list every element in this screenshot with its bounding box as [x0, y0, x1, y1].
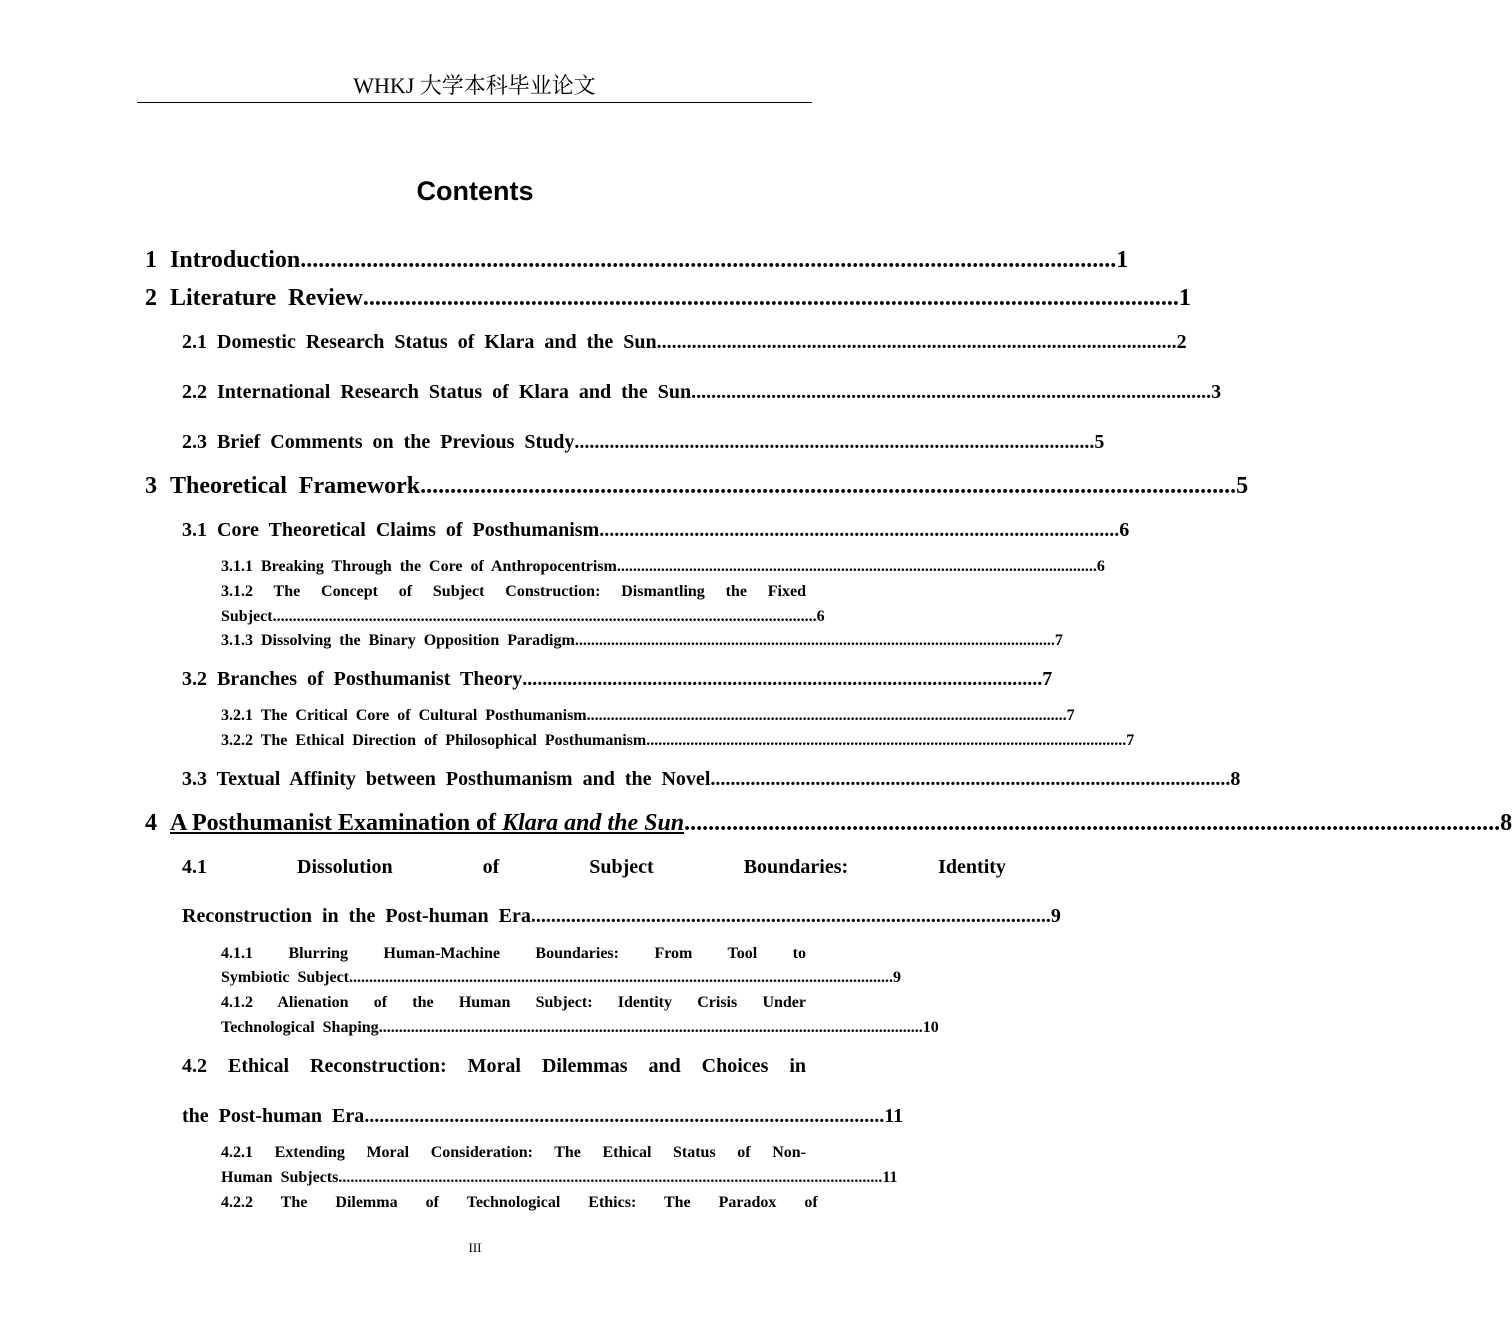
- leader-dots: ........................................................................................................: [574, 431, 1095, 453]
- leader-dots: ........................................................................................................................................: [362, 285, 1179, 311]
- toc-entry-1[interactable]: [145, 246, 1129, 274]
- toc-page-number: 5: [1094, 431, 1105, 453]
- toc-entry-4-1[interactable]: [182, 904, 1061, 928]
- toc-page-number: 8: [1230, 768, 1241, 790]
- toc-entry-4-2-line1[interactable]: 4.2 Ethical Reconstruction: Moral Dilemmas and Choices in: [182, 1055, 806, 1077]
- leader-dots: ........................................................................................................................................: [420, 473, 1237, 499]
- toc-number: 4: [145, 810, 157, 836]
- toc-entry-label: Theoretical Framework: [170, 473, 421, 499]
- leader-dots: ........................................................................................................: [522, 668, 1043, 690]
- toc-number: 3: [145, 473, 157, 499]
- toc-page-number: 9: [1050, 905, 1061, 927]
- toc-page-number: 7: [1042, 668, 1053, 690]
- toc-entry-label: Human Subjects: [221, 1169, 339, 1186]
- toc-page-number: 10: [922, 1019, 939, 1036]
- toc-entry-4-2[interactable]: [182, 1104, 904, 1128]
- toc-page-number: 9: [893, 969, 901, 986]
- toc-entry-4-1-1[interactable]: [221, 968, 901, 988]
- toc-page-number: 2: [1176, 331, 1187, 353]
- page-number: III: [468, 1240, 482, 1255]
- toc-entry-3-1-2[interactable]: [221, 607, 825, 627]
- toc-entry-2-2[interactable]: [182, 380, 1222, 404]
- toc-page-number: 8: [1500, 810, 1512, 836]
- toc-entry-3-2[interactable]: [182, 667, 1053, 691]
- toc-page-number: 5: [1236, 473, 1249, 499]
- toc-entry-label: A Posthumanist Examination of: [170, 810, 503, 836]
- toc-entry-3-1-2-line1[interactable]: 3.1.2 The Concept of Subject Construction: Dismantling the Fixed: [221, 583, 806, 600]
- leader-dots: ........................................................................................................................: [586, 707, 1067, 724]
- toc-entry-label: 3.2 Branches of Posthumanist Theory: [182, 668, 523, 690]
- toc-entry-4-1-line1[interactable]: 4.1 Dissolution of Subject Boundaries: Identity: [182, 856, 1006, 878]
- leader-dots: ........................................................................................................................: [574, 632, 1055, 649]
- novel-title: Klara and the Sun: [502, 810, 685, 836]
- toc-entry-3-1-3[interactable]: [221, 631, 1063, 651]
- toc-entry-4-1-2-line1[interactable]: 4.1.2 Alienation of the Human Subject: Identity Crisis Under: [221, 994, 806, 1011]
- leader-dots: ........................................................................................................................................: [300, 247, 1117, 273]
- toc-entry-3[interactable]: [145, 472, 1249, 500]
- toc-entry-label: 2.2 International Research Status of Klara and the Sun: [182, 381, 692, 403]
- toc-entry-4-1-2[interactable]: [221, 1018, 939, 1038]
- toc-page-number: 11: [884, 1105, 904, 1127]
- leader-dots: ........................................................................................................................................: [272, 608, 817, 625]
- toc-entry-3-1-1[interactable]: [221, 557, 1105, 577]
- leader-dots: ........................................................................................................: [691, 381, 1212, 403]
- toc-entry-label: 3.2.2 The Ethical Direction of Philosophical Posthumanism: [221, 732, 647, 749]
- leader-dots: ........................................................................................................................................: [338, 1169, 883, 1186]
- toc-entry-label: 3.1 Core Theoretical Claims of Posthumanism: [182, 519, 600, 541]
- toc-entry-2-3[interactable]: [182, 430, 1105, 454]
- toc-entry-4-2-2-line1[interactable]: 4.2.2 The Dilemma of Technological Ethics: The Paradox of: [221, 1194, 818, 1211]
- toc-page-number: 1: [1178, 285, 1191, 311]
- toc-number: 2: [145, 285, 157, 311]
- running-header: WHKJ 大学本科毕业论文: [353, 73, 596, 98]
- toc-page-number: 6: [1096, 558, 1105, 575]
- toc-entry-label: the Post-human Era: [182, 1105, 365, 1127]
- toc-entry-label: 3.3 Textual Affinity between Posthumanism and the Novel: [182, 768, 711, 790]
- leader-dots: ........................................................................................................................: [616, 558, 1097, 575]
- toc-page-number: 1: [1116, 247, 1129, 273]
- leader-dots: ........................................................................................................: [656, 331, 1177, 353]
- toc-entry-label: 3.1.3 Dissolving the Binary Opposition Paradigm: [221, 632, 575, 649]
- toc-entry-3-2-2[interactable]: [221, 731, 1135, 751]
- page-title: Contents: [416, 176, 534, 206]
- toc-entry-label: 3.1.1 Breaking Through the Core of Anthropocentrism: [221, 558, 617, 575]
- toc-page-number: 6: [816, 608, 825, 625]
- toc-entry-label: Technological Shaping: [221, 1019, 379, 1036]
- toc-entry-label: 3.2.1 The Critical Core of Cultural Posthumanism: [221, 707, 587, 724]
- leader-dots: ........................................................................................................: [599, 519, 1120, 541]
- leader-dots: ........................................................................................................................................: [684, 810, 1501, 836]
- leader-dots: ........................................................................................................................: [646, 732, 1127, 749]
- toc-entry-label: Literature Review: [170, 285, 363, 311]
- toc-entry-2-1[interactable]: [182, 330, 1187, 354]
- leader-dots: ........................................................................................................: [710, 768, 1231, 790]
- toc-entry-4-1-1-line1[interactable]: 4.1.1 Blurring Human-Machine Boundaries: From Tool to: [221, 945, 806, 962]
- leader-dots: ........................................................................................................: [364, 1105, 885, 1127]
- toc-entry-3-2-1[interactable]: [221, 706, 1075, 726]
- toc-page-number: 6: [1119, 519, 1130, 541]
- toc-page-number: 7: [1054, 632, 1063, 649]
- toc-page-number: 7: [1066, 707, 1075, 724]
- leader-dots: ........................................................................................................................................: [378, 1019, 923, 1036]
- toc-number: 1: [145, 247, 157, 273]
- toc-entry-label: 2.1 Domestic Research Status of Klara and the Sun: [182, 331, 657, 353]
- toc-page-number: 11: [882, 1169, 898, 1186]
- toc-entry-link[interactable]: [170, 810, 684, 836]
- toc-entry-4-2-1-line1[interactable]: 4.2.1 Extending Moral Consideration: The Ethical Status of Non-: [221, 1144, 806, 1161]
- toc-entry-label: Introduction: [170, 247, 301, 273]
- toc-entry-label: Subject: [221, 608, 273, 625]
- toc-entry-3-3[interactable]: [182, 767, 1241, 791]
- toc-entry-label: 2.3 Brief Comments on the Previous Study: [182, 431, 575, 453]
- toc-entry-label: Symbiotic Subject: [221, 969, 349, 986]
- toc-entry-2[interactable]: [145, 284, 1191, 312]
- toc-entry-label: Reconstruction in the Post-human Era: [182, 905, 531, 927]
- toc-entry-4-2-1[interactable]: [221, 1168, 898, 1188]
- leader-dots: ........................................................................................................: [530, 905, 1051, 927]
- toc-entry-3-1[interactable]: [182, 518, 1130, 542]
- toc-page-number: 3: [1211, 381, 1222, 403]
- toc-page-number: 7: [1126, 732, 1135, 749]
- toc-entry-4[interactable]: [145, 809, 1512, 837]
- leader-dots: ........................................................................................................................................: [349, 969, 893, 986]
